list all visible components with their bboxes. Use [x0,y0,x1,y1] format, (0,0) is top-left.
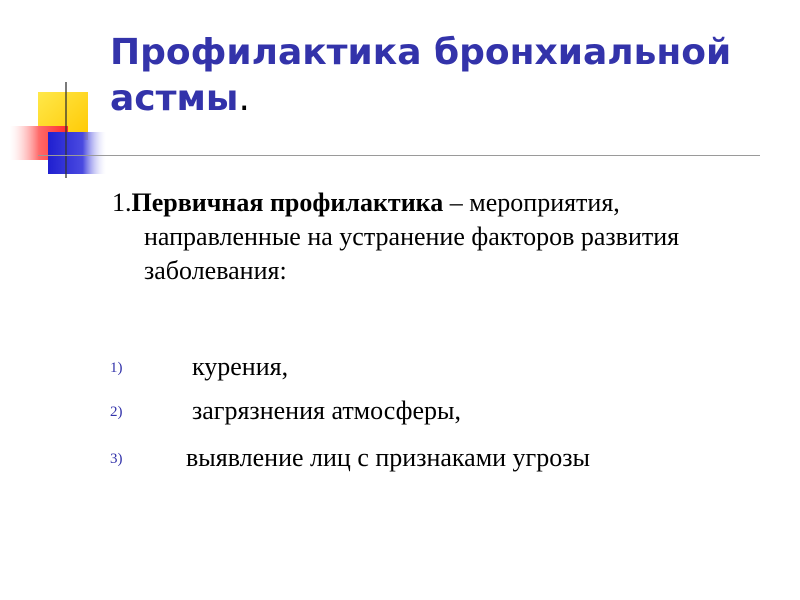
intro-paragraph [112,186,704,288]
intro-description: – мероприятия, направленные на устранение факторов развития заболевания: [144,188,680,285]
list-item-number: 1) [110,360,123,376]
intro-bold-term: Первичная профилактика [131,188,444,217]
list-item-text: загрязнения атмосферы, [192,396,461,425]
list-item-text: выявление лиц с признаками угрозы [186,443,590,472]
list-item-text: курения, [192,352,289,381]
list-item [0,394,800,430]
list-item-number: 2) [110,404,123,420]
decorative-squares-graphic [0,0,120,190]
slide-title-dot: . [238,78,250,119]
slide-title [110,30,770,122]
slide-title-text: Профилактика бронхиальной астмы [110,32,732,119]
list-item [0,350,800,386]
list-item [0,441,800,477]
intro-number: 1. [112,188,132,217]
deco-blue-square [48,132,106,174]
title-divider [38,155,760,156]
list-item-number: 3) [110,451,123,467]
